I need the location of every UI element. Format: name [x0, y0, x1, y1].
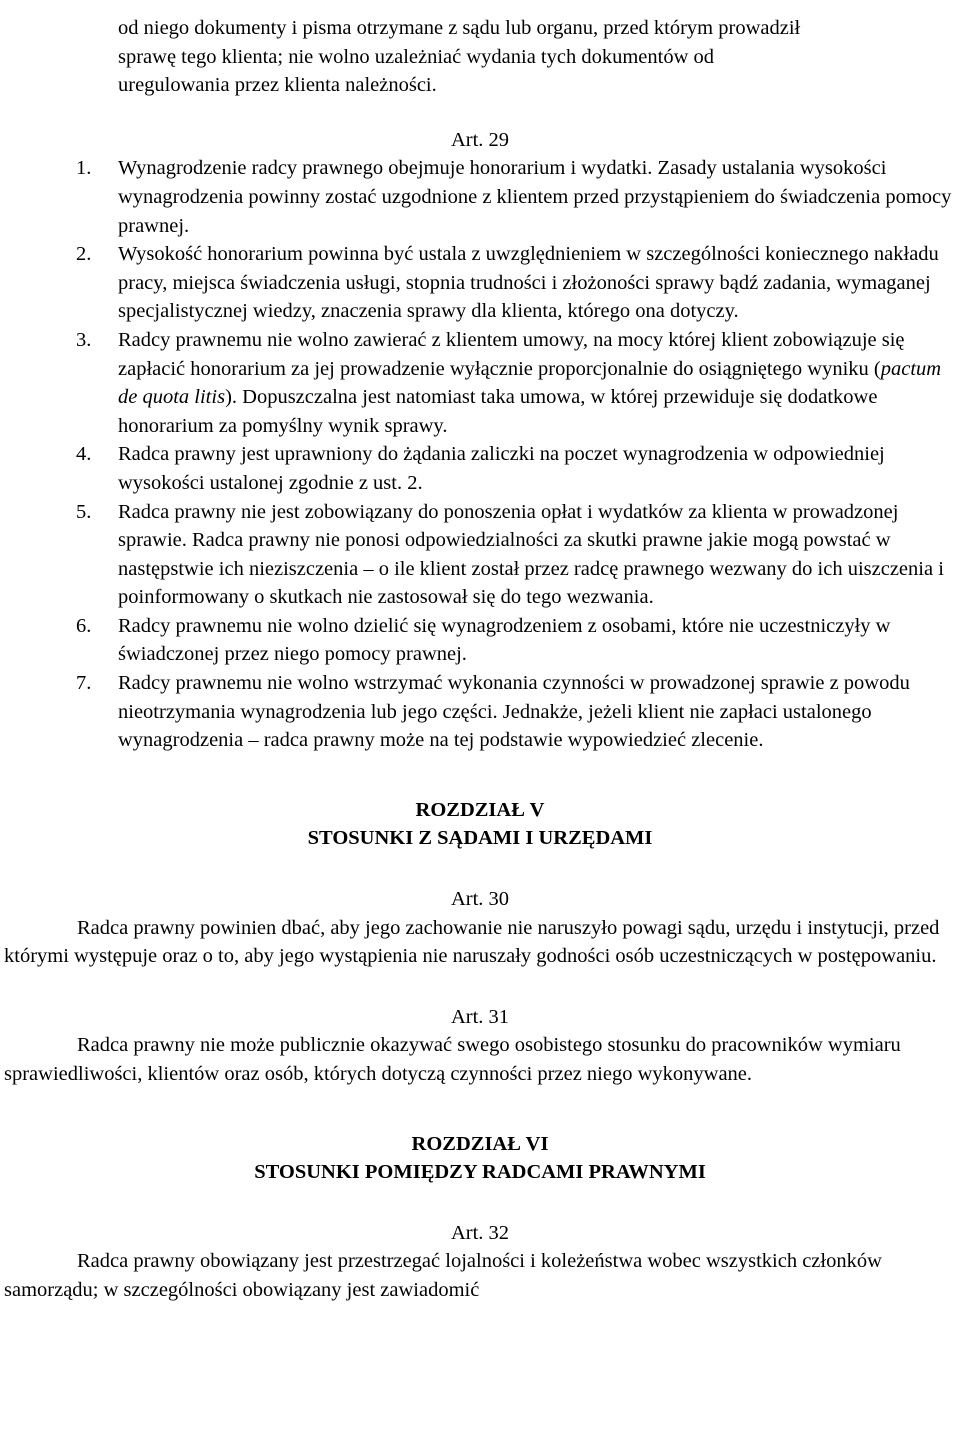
document-page [0, 14, 960, 1305]
item-text-part: Radcy prawnemu nie wolno zawierać z klientem umowy, na mocy której klient zobowiązuje się zapłacić honorarium za jej prowadzenie wyłącznie proporcjonalnie do osiągniętego wyniku ( [118, 328, 905, 380]
list-item [0, 440, 960, 497]
item-text: Wynagrodzenie radcy prawnego obejmuje honorarium i wydatki. Zasady ustalania wysokości wynagrodzenia powinny zostać uzgodnione z klientem przed przystąpieniem do świadczenia pomocy prawnej. [118, 157, 952, 237]
article-30-text: Radca prawny powinien dbać, aby jego zachowanie nie naruszyło powagi sądu, urzędu i instytucji, przed którymi występuje oraz o to, aby jego wystąpienia nie naruszały godności osób uczestniczących w postępowaniu. [4, 916, 940, 968]
intro-line: sprawę tego klienta; nie wolno uzależniać wydania tych dokumentów od [118, 45, 715, 68]
item-text: Radca prawny jest uprawniony do żądania zaliczki na poczet wynagrodzenia w odpowiedniej wysokości ustalonej zgodnie z ust. 2. [118, 443, 885, 494]
article-31-heading: Art. 31 [450, 1005, 510, 1028]
article-29-list [0, 154, 960, 754]
item-text: Wysokość honorarium powinna być ustala z uwzględnieniem w szczególności koniecznego nakładu pracy, miejsca świadczenia usługi, stopnia trudności i złożoności sprawy bądź zadania, wymaganej specjalistycznej wiedzy, znaczenia sprawy dla klienta, którego ona dotyczy. [118, 243, 939, 323]
intro-paragraph [118, 14, 960, 100]
list-item [0, 612, 960, 669]
article-32-heading: Art. 32 [450, 1221, 510, 1244]
list-item [0, 326, 960, 440]
item-text: Radca prawny nie jest zobowiązany do ponoszenia opłat i wydatków za klienta w prowadzonej sprawie. Radca prawny nie ponosi odpowiedzialności za skutki prawne jakie mogą powstać w następstwie ich nieziszczenia – o ile klient został przez radcę prawnego wezwany do ich uiszczenia i poinformowany o skutkach nie zastosował się do tego wezwania. [118, 500, 944, 609]
chapter-5-title: ROZDZIAŁ V [415, 798, 545, 821]
list-item [0, 498, 960, 612]
latin-term: pactum de quota litis [118, 357, 942, 409]
article-29-heading: Art. 29 [450, 128, 510, 151]
chapter-5-subtitle: STOSUNKI Z SĄDAMI I URZĘDAMI [307, 827, 653, 850]
list-item [0, 154, 960, 240]
item-number: 6. [76, 614, 92, 637]
item-number: 3. [76, 328, 92, 351]
item-text: Radcy prawnemu nie wolno dzielić się wynagrodzeniem z osobami, które nie uczestniczyły w świadczonej przez niego pomocy prawnej. [118, 614, 891, 666]
item-number: 4. [76, 443, 92, 466]
chapter-6-subtitle: STOSUNKI POMIĘDZY RADCAMI PRAWNYMI [254, 1161, 706, 1184]
list-item [0, 669, 960, 755]
item-number: 1. [76, 157, 92, 180]
item-number: 7. [76, 672, 92, 695]
article-32-text: Radca prawny obowiązany jest przestrzegać lojalności i koleżeństwa wobec wszystkich członków samorządu; w szczególności obowiązany jest zawiadomić [4, 1250, 882, 1301]
intro-line: od niego dokumenty i pisma otrzymane z sądu lub organu, przed którym prowadził [118, 17, 801, 39]
intro-line: uregulowania przez klienta należności. [118, 74, 437, 97]
article-30-heading: Art. 30 [450, 888, 510, 911]
item-text-part: ). Dopuszczalna jest natomiast taka umowa, w której przewiduje się dodatkowe honorarium za pomyślny wynik sprawy. [118, 386, 878, 437]
list-item [0, 240, 960, 326]
item-number: 5. [76, 500, 92, 523]
article-31-text: Radca prawny nie może publicznie okazywać swego osobistego stosunku do pracowników wymiaru sprawiedliwości, klientów oraz osób, których dotyczą czynności przez niego wykonywane. [4, 1034, 901, 1085]
chapter-6-title: ROZDZIAŁ VI [411, 1132, 549, 1155]
item-number: 2. [76, 243, 92, 266]
item-text [118, 329, 941, 437]
item-text: Radcy prawnemu nie wolno wstrzymać wykonania czynności w prowadzonej sprawie z powodu nieotrzymania wynagrodzenia lub jego części. Jednakże, jeżeli klient nie zapłaci ustalonego wynagrodzenia – radca prawny może na tej podstawie wypowiedzieć zlecenie. [118, 672, 910, 752]
